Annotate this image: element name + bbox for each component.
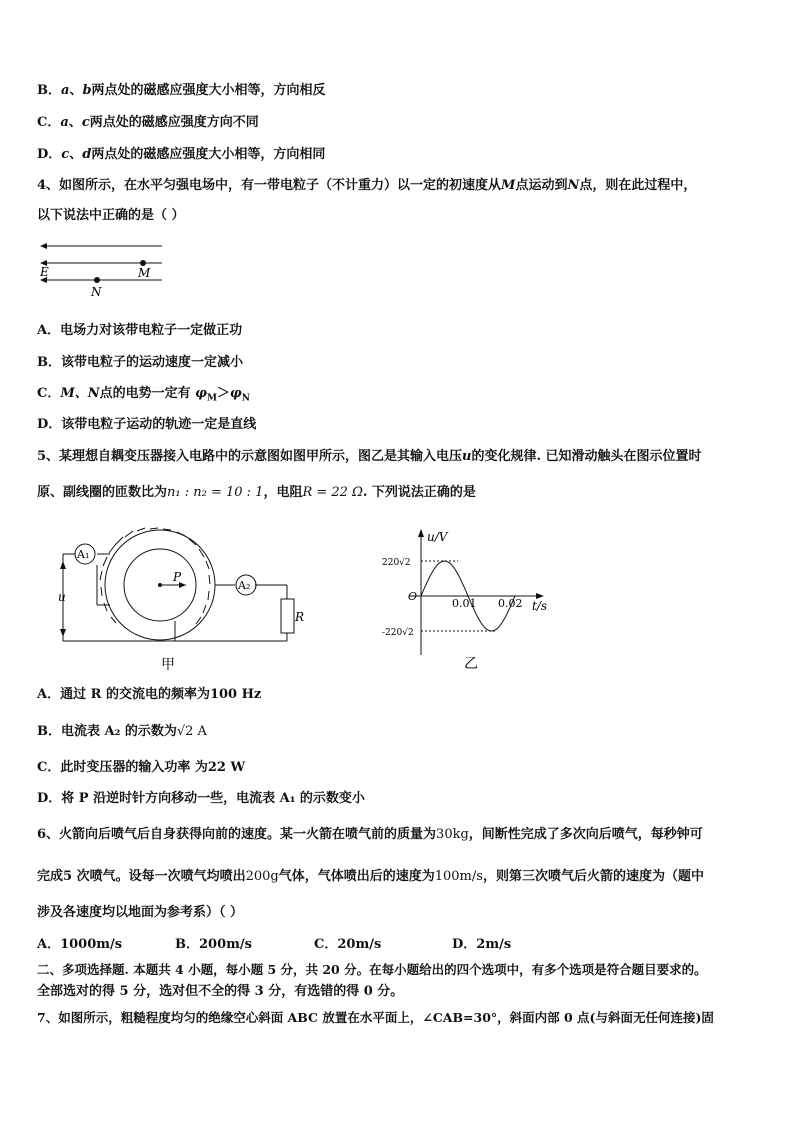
x-axis-label: t/s (532, 599, 548, 613)
caption-yi: 乙 (464, 656, 478, 672)
q6-stem-line3: 涉及各速度均以地面为参考系）（ ） (37, 905, 244, 920)
arrow-head-1 (40, 243, 47, 249)
caption-jia: 甲 (161, 657, 175, 673)
q6-stem-line1: 6、火箭向后喷气后自身获得向前的速度。某一火箭在喷气前的质量为30kg，间断性完成了多次向后喷气，每秒钟可 (37, 827, 703, 842)
q4-option-b: B．该带电粒子的运动速度一定减小 (37, 355, 243, 370)
q4-option-a: A．电场力对该带电粒子一定做正功 (37, 323, 243, 338)
q6-option-d: D．2m/s (452, 937, 512, 952)
section2-heading-line2: 全部选对的得 5 分，选对但不全的得 3 分，有选错的得 0 分。 (37, 984, 404, 999)
label-p: P (173, 570, 182, 584)
section2-heading-line1: 二、多项选择题. 本题共 4 小题，每小题 5 分，共 20 分。在每小题给出的四个选项中，有多个选项是符合题目要求的。 (37, 962, 707, 977)
y-max-label: 220√2 (382, 558, 411, 568)
q5-option-c: C．此时变压器的输入功率 为22 W (37, 760, 246, 775)
point-n (94, 277, 100, 283)
q6-stem-line2: 完成5 次喷气。设每一次喷气均喷出200g气体，气体喷出后的速度为100m/s，则第三次喷气后火箭的速度为（题中 (37, 869, 704, 884)
y-arrow (418, 529, 424, 537)
y-axis-label: u/V (427, 530, 448, 544)
y-min-label: -220√2 (382, 628, 414, 638)
resistor-r (281, 599, 294, 633)
q4-option-d: D．该带电粒子运动的轨迹一定是直线 (37, 417, 257, 432)
label-a2: A₂ (238, 579, 251, 592)
q4-stem-line2: 以下说法中正确的是（ ） (37, 208, 185, 223)
origin-label: O (408, 590, 418, 603)
q5-option-d: D．将 P 沿逆时针方向移动一些，电流表 A₁ 的示数变小 (37, 791, 365, 806)
q5-stem-line2: 原、副线圈的匝数比为n₁ : n₂ = 10 : 1，电阻R = 22 Ω. 下列说法正确的是 (37, 485, 476, 500)
u-arrow-down (60, 629, 66, 637)
q6-option-b: B．200m/s (175, 937, 252, 952)
q5-voltage-graph (380, 525, 560, 675)
label-e: E (40, 265, 49, 279)
q4-option-c: C．M、N点的电势一定有 $\varphi_M>\varphi_N$ (37, 386, 250, 404)
q7-stem-line1: 7、如图所示，粗糙程度均匀的绝缘空心斜面 ABC 放置在水平面上，∠CAB=30°，斜面内部 0 点(与斜面无任何连接)固 (37, 1010, 714, 1025)
q5-option-a: A．通过 R 的交流电的频率为100 Hz (37, 687, 262, 702)
tick-002: 0.02 (498, 597, 523, 610)
tick-001: 0.01 (452, 597, 477, 610)
u-arrow-up (60, 561, 66, 569)
label-n: N (91, 285, 102, 299)
label-u: u (58, 590, 66, 604)
label-m: M (138, 266, 151, 280)
q6-option-c: C．20m/s (314, 937, 382, 952)
q6-option-a: A．1000m/s (37, 937, 123, 952)
label-a1: A₁ (77, 548, 90, 561)
q4-field-figure (36, 238, 172, 304)
prev-option-d: D．c、d两点处的磁感应强度大小相等，方向相同 (37, 147, 326, 162)
q5-option-b: B．电流表 A₂ 的示数为√2 A (37, 724, 207, 739)
q5-transformer-figure (55, 515, 315, 675)
q5-stem-line1: 5、某理想自耦变压器接入电路中的示意图如图甲所示，图乙是其输入电压u的变化规律. 已知滑动触头在图示位置时 (37, 449, 702, 464)
q4-stem-line1: 4、如图所示，在水平匀强电场中，有一带电粒子（不计重力）以一定的初速度从M点运动到N点，则在此过程中， (37, 178, 697, 193)
label-r: R (295, 610, 305, 624)
prev-option-c: C．a、c两点处的磁感应强度方向不同 (37, 115, 259, 130)
prev-option-b: B．a、b两点处的磁感应强度大小相等，方向相反 (37, 83, 326, 98)
